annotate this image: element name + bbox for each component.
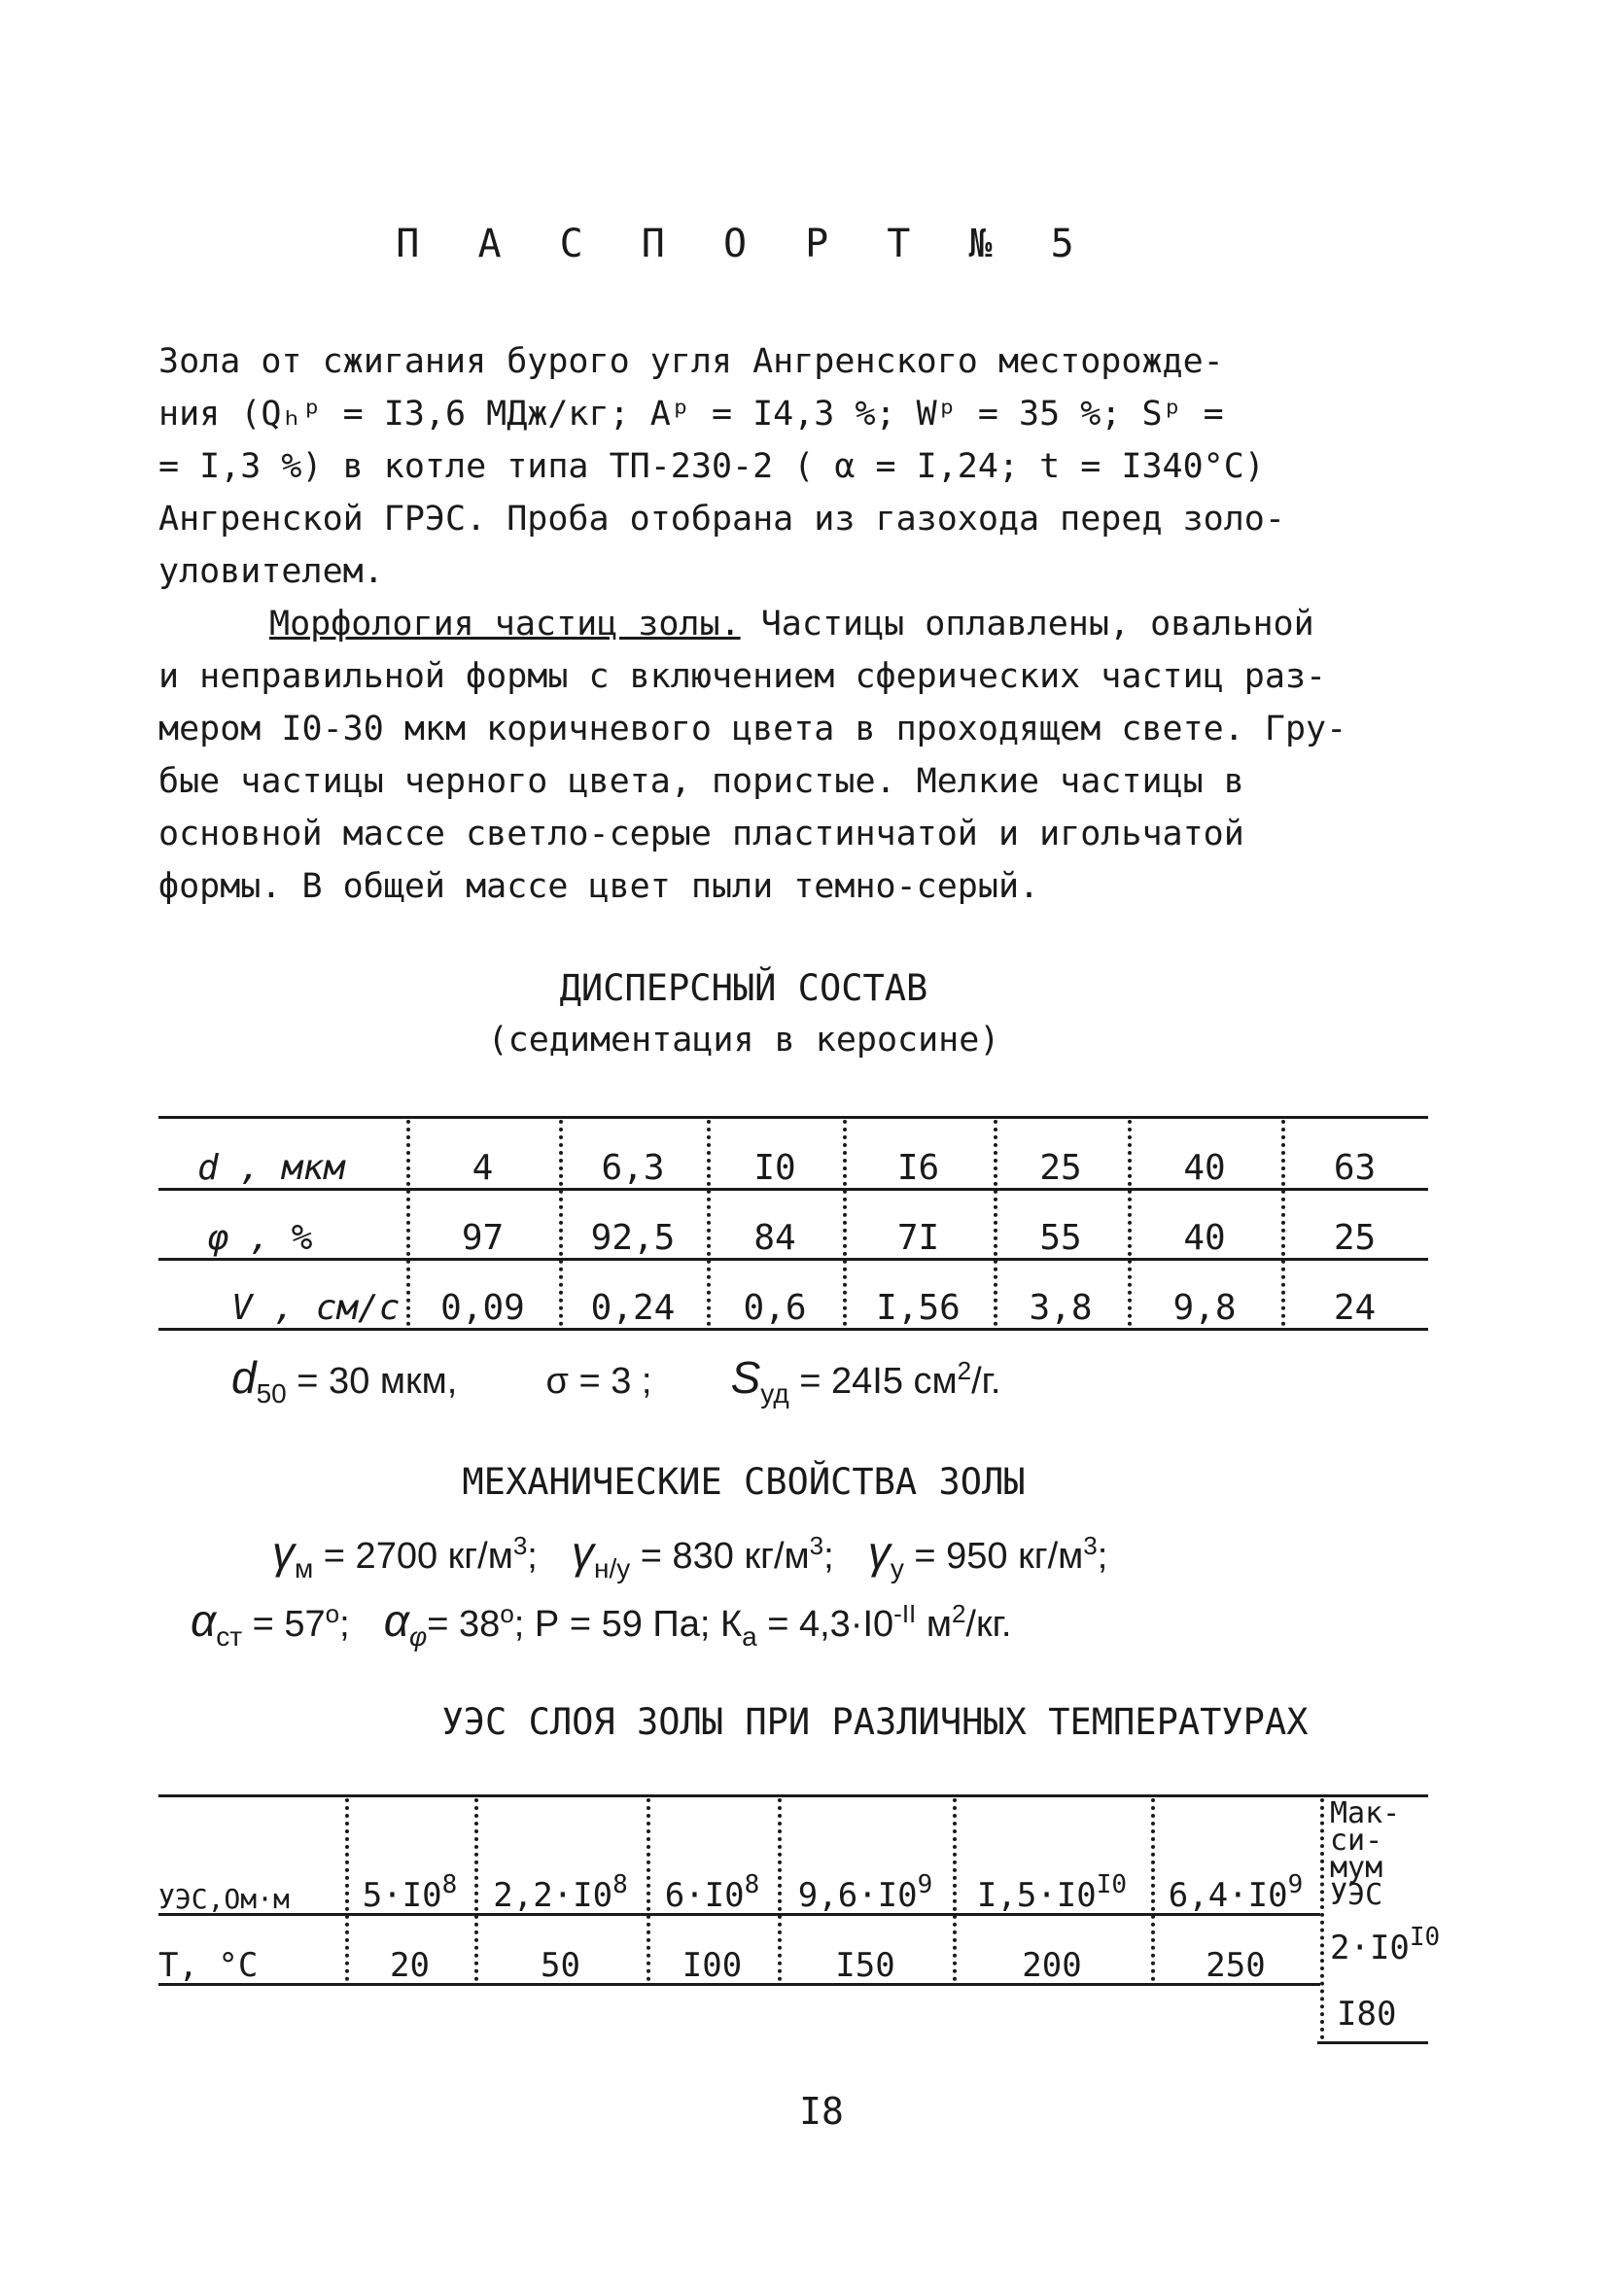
alpha-phi-value: = 38 bbox=[427, 1604, 501, 1645]
max-ues-base: 2·I0 bbox=[1330, 1929, 1410, 1967]
morphology-line-6: формы. В общей массе цвет пыли темно-серый. bbox=[158, 867, 1040, 906]
morphology-line-5: основной массе светло-серые пластинчатой и игольчатой bbox=[158, 815, 1244, 853]
table-cell: 200 bbox=[1022, 1946, 1082, 1985]
cell-exp: 8 bbox=[441, 1870, 458, 1899]
k-superscript: -II bbox=[893, 1599, 917, 1628]
resistivity-top-rule bbox=[158, 1794, 1428, 1797]
s-value: = 24I5 см bbox=[788, 1361, 958, 1402]
table-cell: 97 bbox=[461, 1218, 505, 1258]
morphology-line-4: бые частицы черного цвета, пористые. Мелкие частицы в bbox=[158, 762, 1244, 801]
cell-exp: 8 bbox=[612, 1870, 628, 1899]
alpha-st-value: = 57 bbox=[242, 1604, 326, 1645]
alpha-st-subscript: ст bbox=[216, 1621, 243, 1652]
morphology-first-rest: Частицы оплавлены, овальной bbox=[740, 605, 1314, 644]
table-cell: 4 bbox=[472, 1148, 494, 1188]
table-cell bbox=[474, 1845, 647, 1915]
gamma-nu-subscript: н/у bbox=[593, 1553, 631, 1583]
cell-base: I,5·I0 bbox=[976, 1876, 1097, 1915]
table-cell: 250 bbox=[1206, 1946, 1266, 1985]
morphology-line-3: мером I0-30 мкм коричневого цвета в проходящем свете. Гру- bbox=[158, 710, 1347, 748]
table-row bbox=[158, 1845, 1320, 1915]
gamma-nu-value: = 830 кг/м bbox=[630, 1536, 810, 1577]
page-title: П А С П О Р Т № 5 bbox=[396, 222, 1092, 266]
table-cell bbox=[345, 1845, 474, 1915]
gamma-nu-tail: ; bbox=[823, 1536, 834, 1577]
table-cell: 25 bbox=[1039, 1148, 1082, 1188]
alpha-st-symbol: α bbox=[191, 1595, 217, 1646]
s-subscript: уд bbox=[760, 1378, 789, 1409]
page-number: I8 bbox=[799, 2090, 844, 2133]
intro-line-5: уловителем. bbox=[158, 552, 384, 591]
table-cell: 9,8 bbox=[1172, 1288, 1237, 1328]
row-label: Т, °С bbox=[158, 1946, 259, 1985]
k-unit-sup: 2 bbox=[951, 1599, 966, 1628]
row-label: φ , % bbox=[207, 1218, 313, 1258]
alpha-phi-sup: о bbox=[500, 1599, 514, 1628]
table-cell: 92,5 bbox=[590, 1218, 676, 1258]
gamma-m-sup: 3 bbox=[512, 1531, 528, 1560]
gamma-nu-symbol: γ bbox=[571, 1527, 594, 1578]
resistivity-max-rule bbox=[1317, 2041, 1428, 2044]
alpha-st-sup: о bbox=[325, 1599, 340, 1628]
max-ues-exp: I0 bbox=[1409, 1923, 1441, 1952]
d50-subscript: 50 bbox=[256, 1378, 287, 1409]
k-unit: м bbox=[916, 1604, 952, 1645]
gamma-nu-sup: 3 bbox=[809, 1531, 824, 1560]
table-cell: I00 bbox=[682, 1946, 743, 1985]
table-cell: 50 bbox=[541, 1946, 580, 1985]
cell-base: 6·I0 bbox=[664, 1876, 745, 1915]
table-row bbox=[158, 1258, 1428, 1328]
gamma-u-symbol: γ bbox=[867, 1527, 891, 1578]
table-cell: I,56 bbox=[876, 1288, 961, 1328]
table-cell: 55 bbox=[1039, 1218, 1082, 1258]
morphology-heading: Морфология частиц золы. bbox=[269, 605, 741, 644]
cell-base: 5·I0 bbox=[362, 1876, 442, 1915]
table-cell: 0,6 bbox=[743, 1288, 807, 1328]
row-label: V , см/с bbox=[231, 1288, 401, 1328]
gamma-m-value: = 2700 кг/м bbox=[313, 1536, 513, 1577]
table-cell bbox=[647, 1845, 778, 1915]
cell-exp: I0 bbox=[1096, 1870, 1128, 1899]
cell-exp: 9 bbox=[917, 1870, 933, 1899]
morphology-line-2: и неправильной формы с включением сферических частиц раз- bbox=[158, 657, 1327, 696]
intro-line-3: = I,3 %) в котле типа ТП-230-2 ( α = I,24; t = I340°C) bbox=[158, 447, 1265, 486]
mechanical-title: МЕХАНИЧЕСКИЕ СВОЙСТВА ЗОЛЫ bbox=[462, 1461, 1026, 1503]
gamma-u-tail: ; bbox=[1097, 1536, 1108, 1577]
max-ues-value bbox=[1330, 1923, 1440, 1967]
resistivity-table bbox=[158, 1845, 1320, 1985]
max-ues-header: Мак- си- мум УЭС bbox=[1330, 1796, 1401, 1912]
table-cell: 3,8 bbox=[1029, 1288, 1093, 1328]
table-cell: 0,09 bbox=[440, 1288, 525, 1328]
alpha-phi-subscript: φ bbox=[409, 1621, 428, 1652]
table-cell: 25 bbox=[1333, 1218, 1377, 1258]
mechanical-line-2 bbox=[191, 1594, 1011, 1652]
table-cell: 40 bbox=[1183, 1218, 1226, 1258]
intro-line-2: ния (Qₕᵖ = I3,6 МДж/кг; Aᵖ = I4,3 %; Wᵖ = 35 %; Sᵖ = bbox=[158, 395, 1224, 434]
row-label: d , мкм bbox=[197, 1148, 345, 1188]
alpha-st-tail: ; bbox=[339, 1604, 350, 1645]
gamma-m-symbol: γ bbox=[272, 1527, 295, 1578]
dispersion-bottom-rule bbox=[158, 1328, 1428, 1331]
intro-line-1: Зола от сжигания бурого угля Ангренского месторожде- bbox=[158, 342, 1224, 381]
table-cell bbox=[1151, 1845, 1320, 1915]
table-cell bbox=[953, 1845, 1151, 1915]
table-cell: I0 bbox=[753, 1148, 796, 1188]
gamma-u-sup: 3 bbox=[1083, 1531, 1098, 1560]
intro-line-4: Ангренской ГРЭС. Проба отобрана из газохода перед золо- bbox=[158, 500, 1285, 539]
k-unit-tail: /кг. bbox=[965, 1604, 1012, 1645]
gamma-m-subscript: м bbox=[295, 1553, 314, 1583]
cell-base: 9,6·I0 bbox=[797, 1876, 918, 1915]
column-separator bbox=[1320, 1798, 1324, 2039]
alpha-phi-symbol: α bbox=[383, 1595, 410, 1646]
dispersion-table bbox=[158, 1118, 1428, 1328]
cell-base: 2,2·I0 bbox=[493, 1876, 613, 1915]
mechanical-line-1 bbox=[272, 1526, 1107, 1584]
s-superscript: 2 bbox=[957, 1356, 972, 1385]
gamma-m-tail: ; bbox=[527, 1536, 538, 1577]
table-cell: I6 bbox=[896, 1148, 940, 1188]
table-cell: 84 bbox=[753, 1218, 796, 1258]
table-row bbox=[158, 1118, 1428, 1188]
row-label: УЭС,Ом·м bbox=[158, 1883, 290, 1915]
table-cell: 20 bbox=[390, 1946, 430, 1985]
s-unit-tail: /г. bbox=[971, 1361, 1001, 1402]
table-cell: 24 bbox=[1333, 1288, 1377, 1328]
max-ues-temperature: I80 bbox=[1337, 1995, 1397, 2034]
k-subscript: а bbox=[742, 1621, 757, 1652]
morphology-first-line bbox=[269, 598, 1314, 650]
alpha-phi-tail: ; Р = 59 Па; К bbox=[513, 1604, 743, 1645]
s-symbol: S bbox=[730, 1352, 761, 1403]
resistivity-title: УЭС СЛОЯ ЗОЛЫ ПРИ РАЗЛИЧНЫХ ТЕМПЕРАТУРАХ bbox=[441, 1701, 1309, 1743]
dispersion-subtitle: (седиментация в керосине) bbox=[487, 1021, 1000, 1060]
gamma-u-value: = 950 кг/м bbox=[903, 1536, 1084, 1577]
table-cell: I50 bbox=[835, 1946, 895, 1985]
table-cell: 7I bbox=[896, 1218, 940, 1258]
table-cell: 40 bbox=[1183, 1148, 1226, 1188]
cell-exp: 9 bbox=[1287, 1870, 1304, 1899]
table-row bbox=[158, 1915, 1320, 1985]
dispersion-title: ДИСПЕРСНЫЙ СОСТАВ bbox=[559, 967, 928, 1009]
cell-exp: 8 bbox=[744, 1870, 760, 1899]
table-cell bbox=[778, 1845, 953, 1915]
table-cell: 6,3 bbox=[601, 1148, 665, 1188]
table-row bbox=[158, 1188, 1428, 1258]
sigma-value: σ = 3 ; bbox=[545, 1361, 652, 1402]
k-value: = 4,3·I0 bbox=[756, 1604, 894, 1645]
gamma-u-subscript: у bbox=[890, 1553, 904, 1583]
table-cell: 63 bbox=[1333, 1148, 1377, 1188]
d50-value: = 30 мкм, bbox=[286, 1361, 458, 1402]
cell-base: 6,4·I0 bbox=[1168, 1876, 1288, 1915]
d50-symbol: d bbox=[231, 1352, 257, 1403]
table-cell: 0,24 bbox=[590, 1288, 676, 1328]
dispersion-summary bbox=[231, 1351, 1000, 1409]
